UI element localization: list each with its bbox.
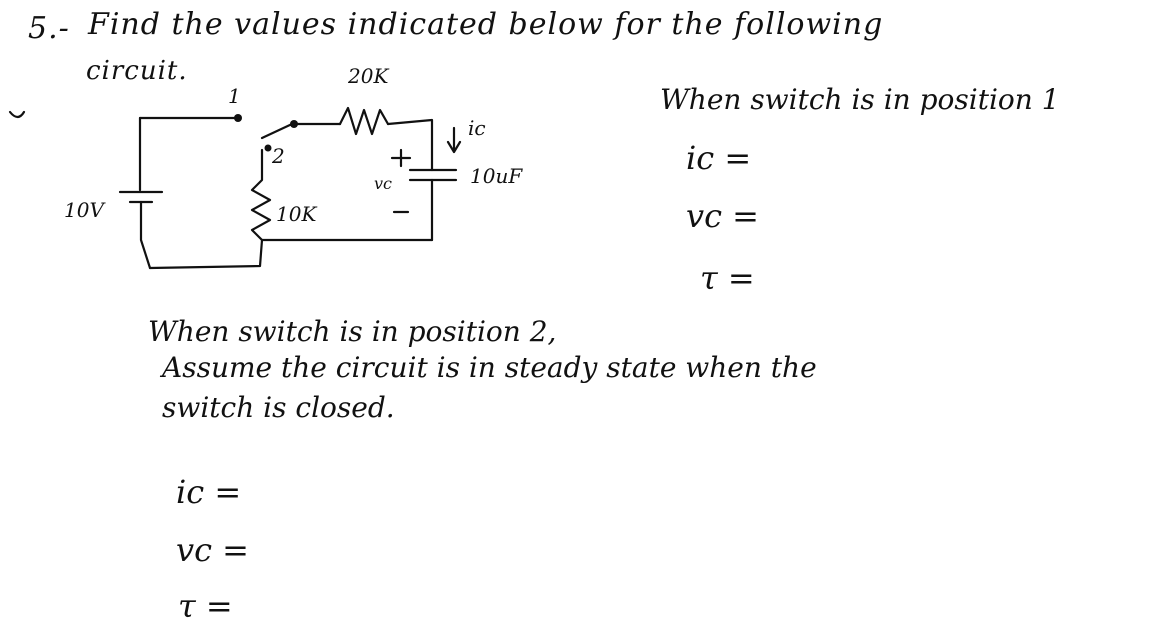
problem-line-1: Find the values indicated below for the following: [88, 7, 884, 42]
current-label: ic: [468, 116, 486, 140]
current-arrow: [448, 128, 460, 152]
resistor-20k: [340, 108, 388, 134]
part2-line-1: When switch is in position 2,: [148, 315, 557, 348]
part2-line-2: Assume the circuit is in steady state when the: [162, 351, 817, 384]
wire-battery-bottom: [141, 202, 150, 268]
resistor-20k-label: 20K: [348, 64, 389, 88]
part2-vc: vc =: [176, 531, 249, 569]
switch-contact-2: [265, 145, 272, 152]
wire-bottom: [150, 240, 432, 268]
part1-heading: When switch is in position 1: [660, 83, 1060, 116]
part2-line-3: switch is closed.: [162, 391, 395, 424]
problem-number: 5.-: [28, 11, 70, 46]
part2-tau: τ =: [178, 587, 233, 625]
switch-position-2-label: 2: [272, 144, 285, 168]
source-label: 10V: [64, 198, 104, 222]
part1-ic: ic =: [686, 139, 752, 177]
voltage-label: vc: [374, 174, 392, 193]
margin-mark: [10, 112, 24, 117]
vc-plus-mark: [392, 150, 410, 166]
switch-contact-1: [234, 114, 242, 122]
resistor-10k: [252, 150, 270, 240]
part1-tau: τ =: [700, 259, 755, 297]
problem-line-2: circuit.: [86, 56, 188, 86]
part1-vc: vc =: [686, 197, 759, 235]
switch-position-1-label: 1: [228, 84, 241, 108]
switch-blade: [262, 124, 292, 138]
capacitor-label: 10uF: [470, 164, 523, 188]
wire-to-capacitor: [388, 120, 432, 170]
part2-ic: ic =: [176, 473, 242, 511]
resistor-10k-label: 10K: [276, 202, 317, 226]
